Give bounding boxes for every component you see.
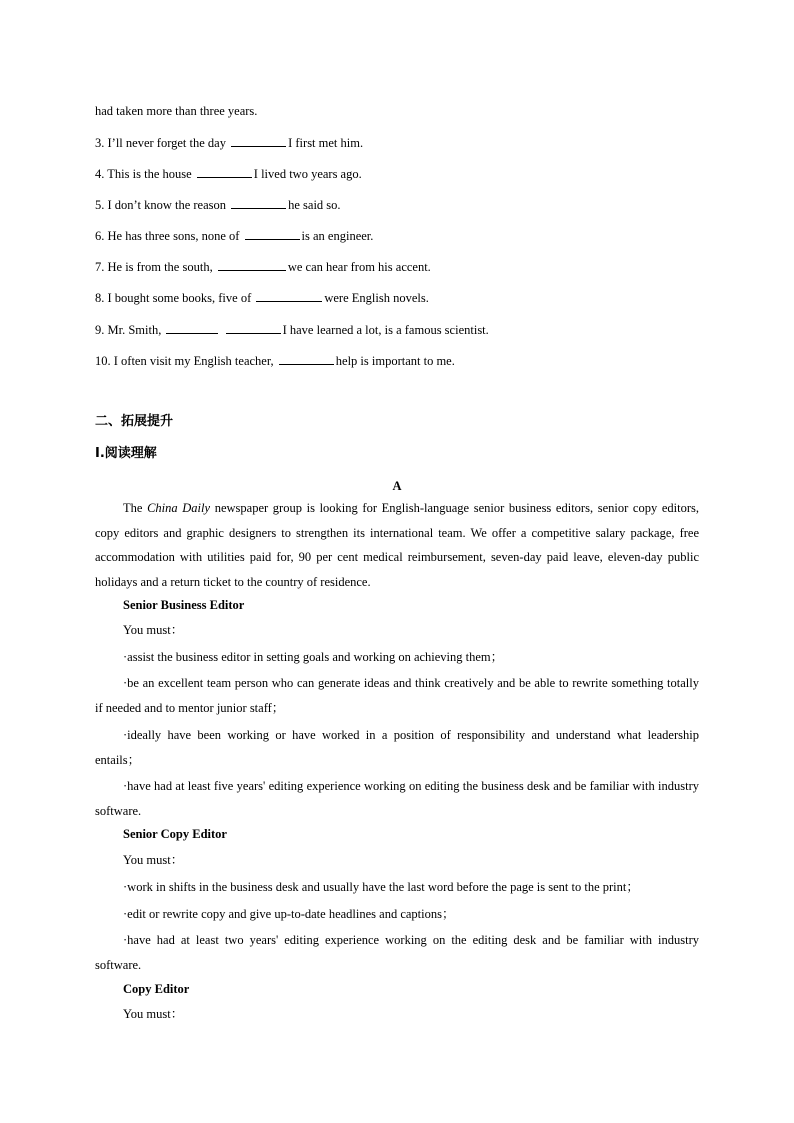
duty-item: ·have had at least five years' editing experience working on editing the business desk and be familiar with industry software. [95, 779, 699, 818]
answer-blank[interactable] [166, 321, 218, 334]
answer-blank[interactable] [231, 196, 286, 209]
job-title-senior-business-editor: Senior Business Editor [123, 598, 245, 612]
you-must-label: You must： [123, 853, 184, 867]
item-text-before: Mr. Smith, [107, 323, 162, 337]
you-must-label: You must： [123, 1007, 184, 1021]
job-title-senior-copy-editor: Senior Copy Editor [123, 827, 227, 841]
newspaper-name: China Daily [147, 501, 211, 515]
answer-blank[interactable] [256, 289, 322, 302]
duty-item: ·be an excellent team person who can generate ideas and think creatively and be able to rewrite something totally if needed and to mentor junior staff； [95, 676, 699, 715]
exercise-continuation: had taken more than three years. [95, 104, 258, 118]
item-number: 10. [95, 354, 111, 368]
item-text-after: is an engineer. [301, 229, 374, 243]
section-title: 二、拓展提升 [95, 414, 174, 429]
item-number: 8. [95, 291, 105, 305]
item-text-after: he said so. [288, 198, 341, 212]
item-text-before: I often visit my English teacher, [113, 354, 274, 368]
exercise-item-8 [95, 289, 429, 306]
item-text-before: This is the house [107, 167, 192, 181]
item-number: 5. [95, 198, 105, 212]
item-number: 7. [95, 260, 105, 274]
answer-blank[interactable] [279, 352, 334, 365]
answer-blank[interactable] [197, 165, 252, 178]
duty-item: ·work in shifts in the business desk and usually have the last word before the page is sent to the print； [123, 880, 639, 894]
item-text-after: I have learned a lot, is a famous scientist. [282, 323, 489, 337]
duty-item: ·have had at least two years' editing experience working on the editing desk and be familiar with industry software. [95, 933, 699, 972]
duty-item: ·edit or rewrite copy and give up-to-date headlines and captions； [123, 907, 455, 921]
item-text-after: I lived two years ago. [253, 167, 362, 181]
passage-label: A [392, 479, 402, 493]
item-text-before: He is from the south, [107, 260, 213, 274]
duty-item: ·assist the business editor in setting goals and working on achieving them； [123, 650, 504, 664]
you-must-label: You must： [123, 623, 184, 637]
section-subtitle: I.阅读理解 [95, 446, 157, 461]
passage-intro [95, 496, 699, 594]
exercise-item-9 [95, 321, 489, 338]
duty-item: ·ideally have been working or have worked in a position of responsibility and understand what leadership entails； [95, 728, 699, 767]
answer-blank[interactable] [218, 258, 286, 271]
intro-text-after: newspaper group is looking for English-language senior business editors, senior copy editors, copy editors and graphic designers to strengthen its international team. We offer a competitive salary package, free accommodation with utilities paid for, 90 per cent medical reimbursement, seven-day paid leave, eleven-day public holidays and a return ticket to the country of residence. [95, 501, 699, 589]
item-number: 3. [95, 136, 105, 150]
answer-blank[interactable] [245, 227, 300, 240]
item-text-before: I’ll never forget the day [107, 136, 226, 150]
item-text-before: I don’t know the reason [107, 198, 226, 212]
exercise-item-10 [95, 352, 455, 369]
item-number: 6. [95, 229, 105, 243]
answer-blank[interactable] [231, 134, 286, 147]
item-text-after: we can hear from his accent. [287, 260, 431, 274]
item-text-after: help is important to me. [335, 354, 455, 368]
exercise-item-4 [95, 165, 362, 182]
item-text-before: He has three sons, none of [107, 229, 240, 243]
item-number: 4. [95, 167, 105, 181]
item-text-after: I first met him. [288, 136, 364, 150]
exercise-item-6 [95, 227, 373, 244]
exercise-item-5 [95, 196, 341, 213]
exercise-item-7 [95, 258, 431, 275]
item-text-before: I bought some books, five of [107, 291, 252, 305]
item-number: 9. [95, 323, 105, 337]
job-title-copy-editor: Copy Editor [123, 982, 190, 996]
answer-blank[interactable] [226, 321, 281, 334]
intro-text-before: The [123, 501, 143, 515]
exercise-item-3 [95, 134, 363, 151]
item-text-after: were English novels. [324, 291, 429, 305]
